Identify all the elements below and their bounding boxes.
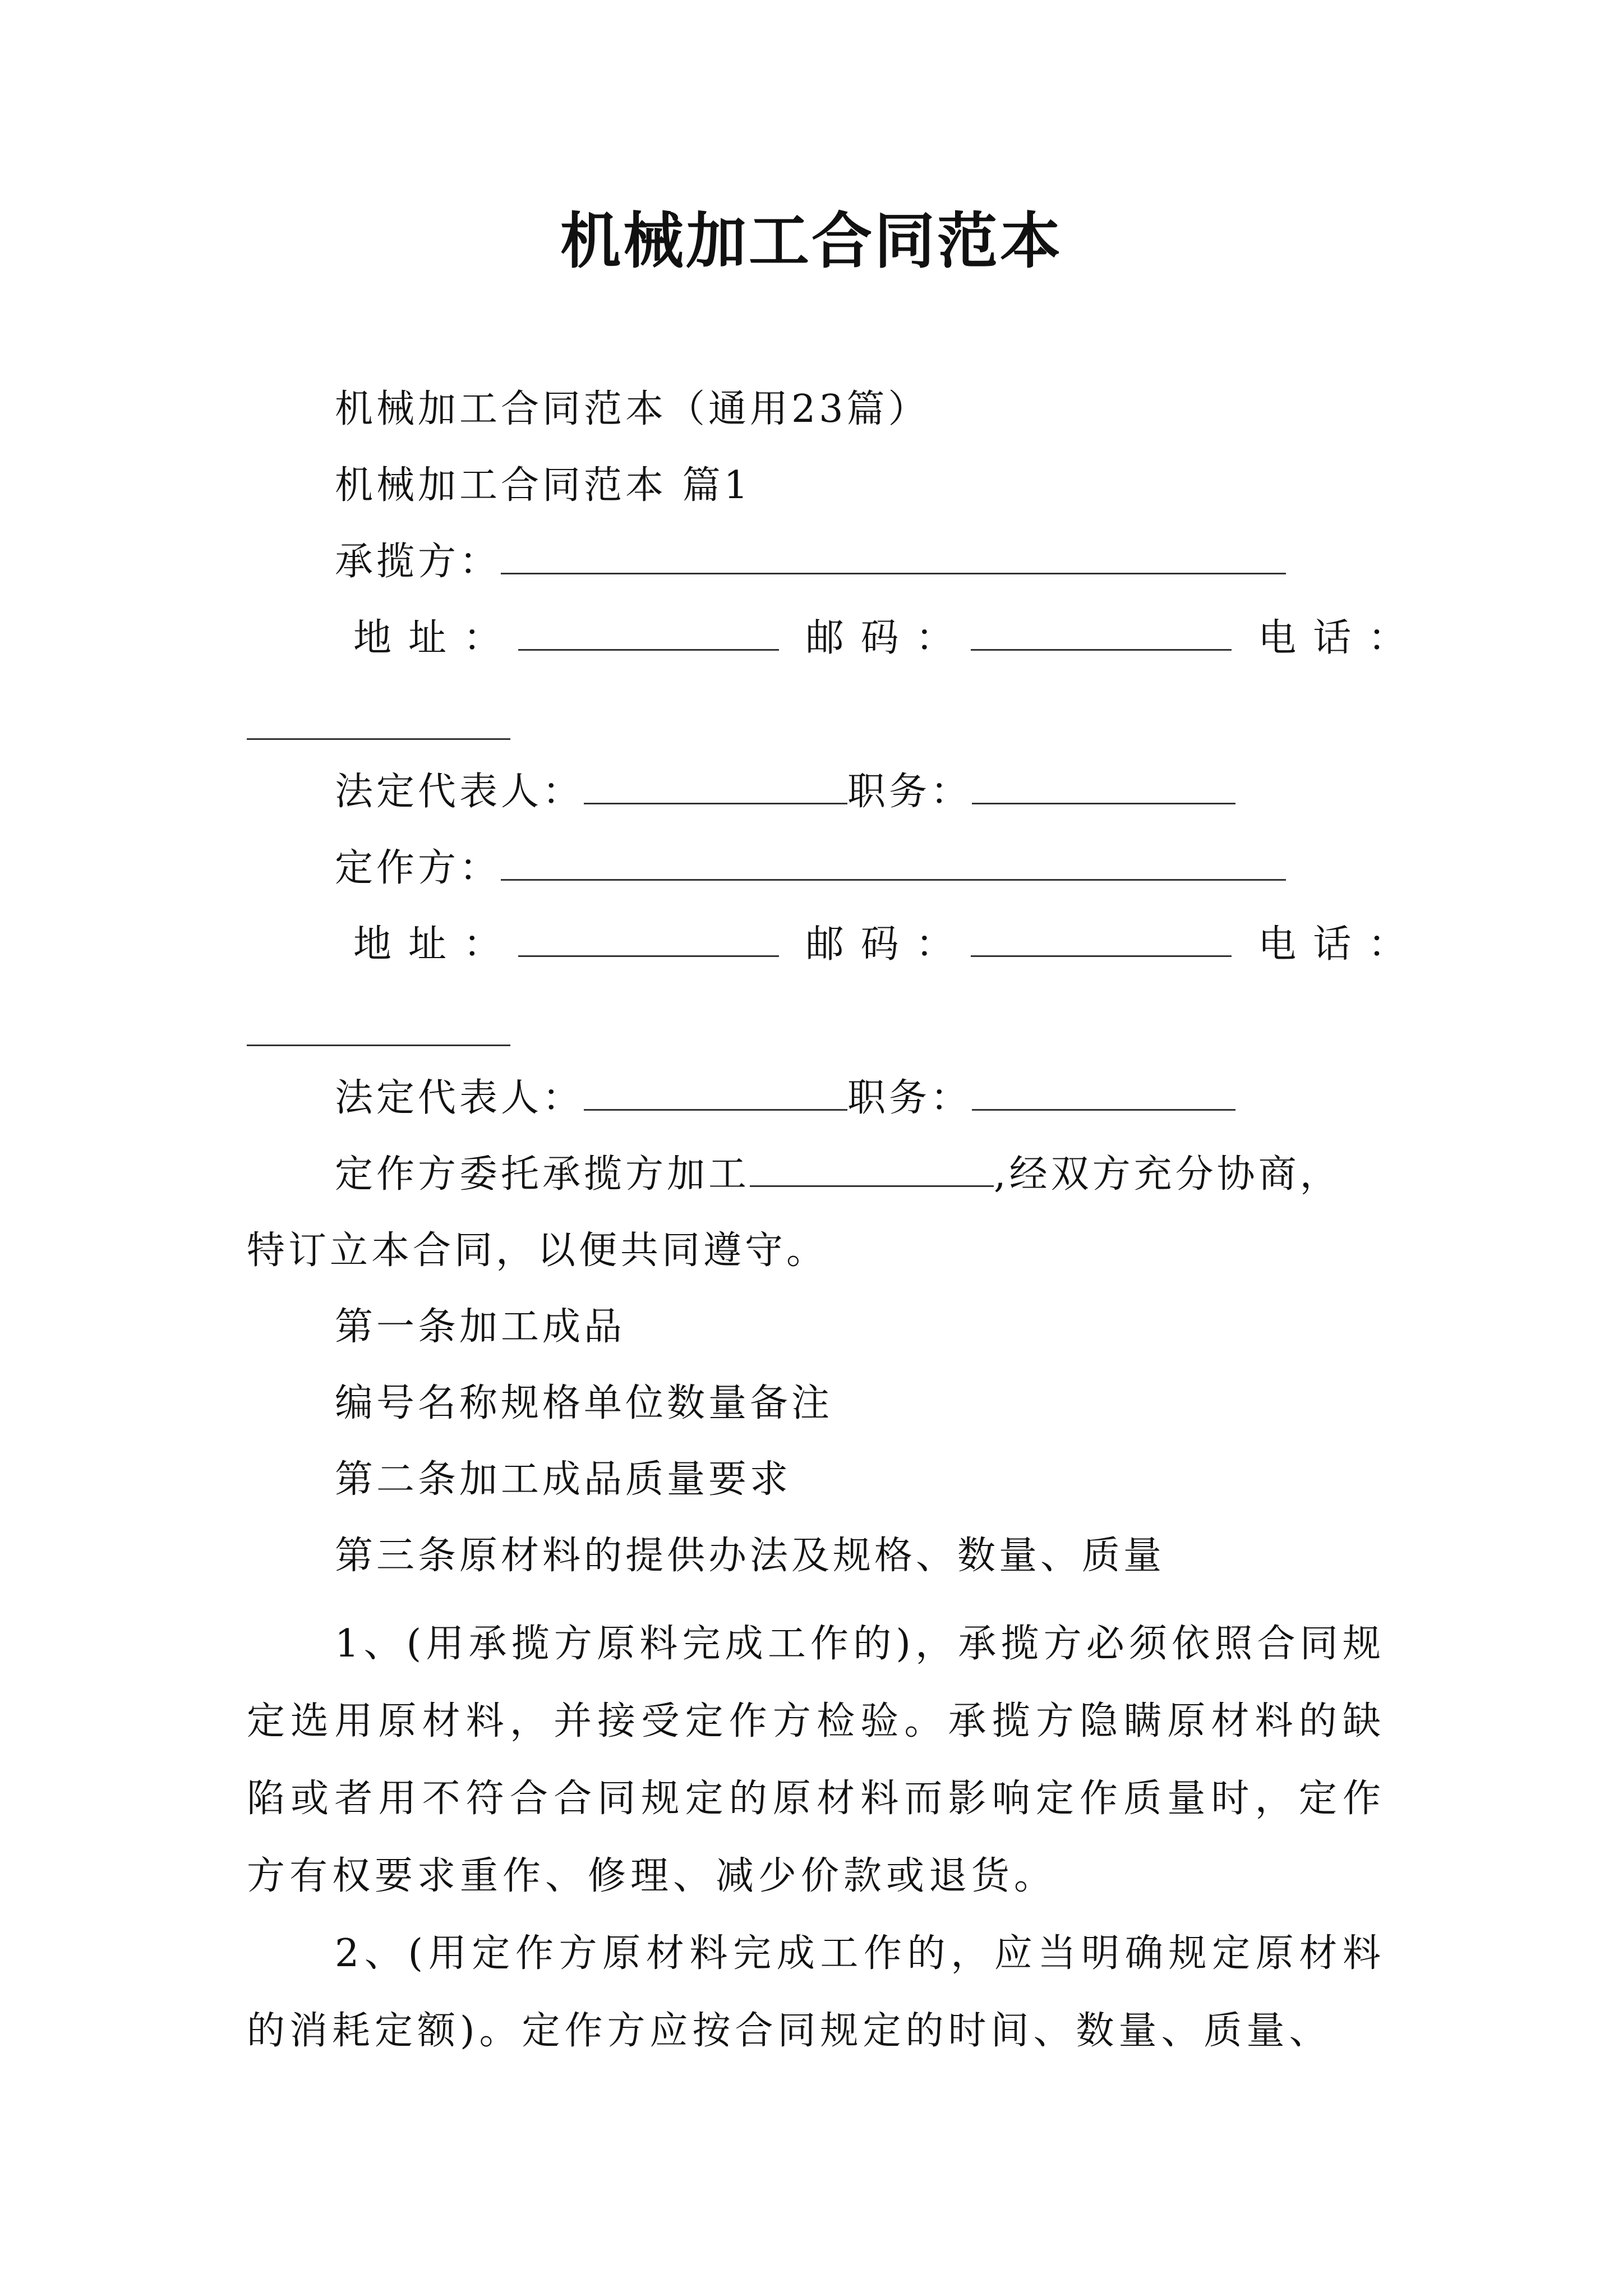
entrust-line: [335, 1147, 1341, 1203]
entrust-blank[interactable]: [750, 1153, 994, 1187]
postcode-blank[interactable]: [971, 923, 1232, 957]
article-3: 第三条原材料的提供办法及规格、数量、质量: [335, 1534, 1165, 1578]
phone-blank[interactable]: [247, 738, 510, 740]
position-blank[interactable]: [972, 1076, 1235, 1111]
orderer-label: 定作方：: [335, 846, 501, 890]
document-title: 机械加工合同范本: [560, 206, 1063, 277]
position-blank[interactable]: [972, 770, 1235, 804]
phone-label: 电话：: [1258, 616, 1423, 660]
legal-rep-label: 法定代表人：: [335, 770, 584, 814]
address-blank[interactable]: [518, 616, 779, 651]
subtitle: 机械加工合同范本（通用23篇）: [335, 387, 930, 431]
position-label: 职务：: [847, 770, 972, 814]
postcode-label: 邮码：: [805, 922, 971, 967]
legal-rep-label: 法定代表人：: [335, 1076, 584, 1120]
article-1: 第一条加工成品: [335, 1305, 626, 1349]
phone-blank[interactable]: [247, 1045, 510, 1046]
orderer-line: [335, 840, 1286, 896]
contractor-label: 承揽方：: [335, 540, 501, 584]
postcode-blank[interactable]: [971, 616, 1232, 651]
entrust-continuation: 特订立本合同，以便共同遵守。: [247, 1228, 828, 1273]
contractor-line: [335, 534, 1286, 590]
article-1-columns: 编号名称规格单位数量备注: [335, 1381, 833, 1425]
clause-1: 1、(用承揽方原料完成工作的)，承揽方必须依照合同规定选用原材料，并接受定作方检验。承揽方隐瞒原材料的缺陷或者用不符合合同规定的原材料而影响定作质量时，定作方有权要求重作、修理、减少价款或退货。: [247, 1622, 1385, 1898]
article-2: 第二条加工成品质量要求: [335, 1457, 792, 1502]
legal-rep-blank[interactable]: [584, 770, 847, 804]
clause-2: 2、(用定作方原材料完成工作的，应当明确规定原材料的消耗定额)。定作方应按合同规定的时间、数量、质量、: [247, 1931, 1385, 2053]
entrust-suffix: ,经双方充分协商，: [994, 1152, 1341, 1197]
address-blank[interactable]: [518, 923, 779, 957]
position-label: 职务：: [847, 1076, 972, 1120]
address-label: 地址：: [353, 922, 519, 967]
phone-label: 电话：: [1258, 922, 1423, 967]
entrust-prefix: 定作方委托承揽方加工: [335, 1152, 750, 1197]
legal-rep-blank[interactable]: [584, 1076, 847, 1111]
orderer-address-line: [353, 917, 1423, 973]
contractor-rep-line: [335, 764, 1235, 820]
address-label: 地址：: [353, 616, 519, 660]
contractor-blank[interactable]: [501, 540, 1286, 574]
section-heading: 机械加工合同范本 篇1: [335, 463, 751, 508]
orderer-rep-line: [335, 1070, 1235, 1126]
orderer-blank[interactable]: [501, 846, 1286, 881]
postcode-label: 邮码：: [805, 616, 971, 660]
contractor-address-line: [353, 610, 1423, 666]
